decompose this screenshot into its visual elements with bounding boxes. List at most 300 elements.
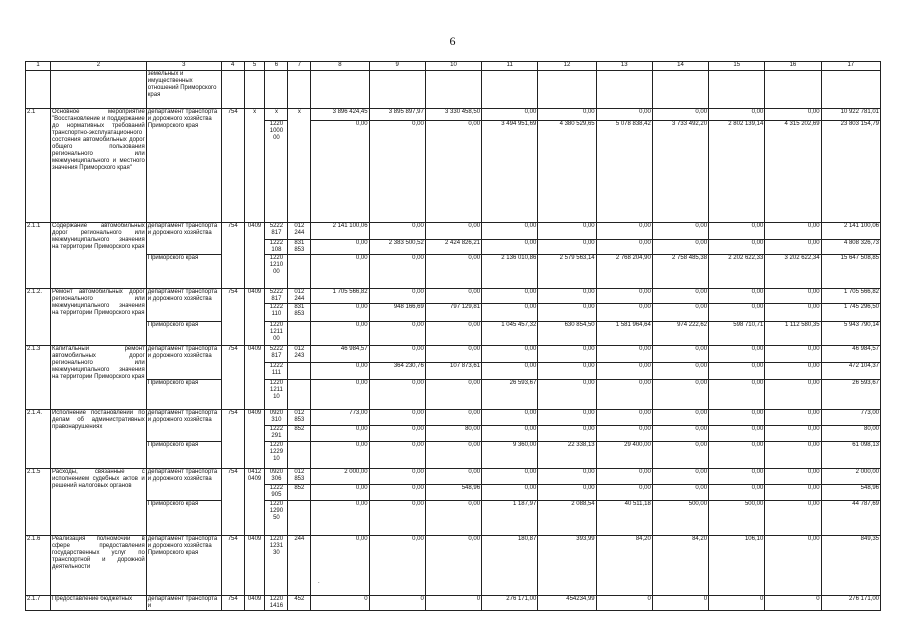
vr-cell: 831 853: [288, 240, 311, 255]
amount-cell: 2 136 010,86: [482, 255, 538, 289]
amount-cell: 0: [596, 596, 652, 611]
amount-cell: 2 768 204,90: [596, 255, 652, 289]
amount-cell: 0,00: [425, 346, 481, 363]
amount-cell: 2 141 100,06: [311, 223, 369, 240]
amount-cell: 0,00: [709, 380, 765, 410]
amount-cell: 0,00: [538, 426, 596, 442]
amount-cell: 26 593,67: [821, 380, 880, 410]
executor-cell: департамент транспорта и дорожного хозяйства Приморского края: [146, 109, 221, 223]
amount-cell: 0,00: [311, 426, 369, 442]
amount-cell: 0,00: [596, 485, 652, 501]
amount-cell: 0,00: [765, 223, 821, 240]
amount-cell: 0,00: [369, 223, 425, 240]
amount-cell: 0,00: [482, 289, 538, 304]
amount-cell: 364 230,76: [369, 363, 425, 380]
column-header: 1: [26, 62, 51, 71]
amount-cell: 0,00: [765, 240, 821, 255]
amount-cell: 0,00: [369, 426, 425, 442]
amount-cell: 630 854,50: [538, 322, 596, 346]
amount-cell: 0,00: [369, 380, 425, 410]
csr-cell: 1222 905: [265, 485, 288, 501]
item-number: 2.1.3: [26, 346, 51, 410]
budget-table: [25, 61, 881, 611]
executor-cell: департамент транспорта и дорожного хозяйства: [146, 469, 221, 501]
column-header: 8: [311, 62, 369, 71]
executor-cell: Приморского края: [146, 255, 221, 289]
amount-cell: 0,00: [596, 223, 652, 240]
amount-cell: 2 383 500,52: [369, 240, 425, 255]
csr-cell: 1220 1416: [265, 596, 288, 611]
rz-cell: 0409: [244, 223, 265, 289]
column-header: 12: [538, 62, 596, 71]
item-name: Содержание автомобильных дорог регионального или межмуниципального значения на территории Приморского края: [50, 223, 146, 289]
vr-cell: [288, 380, 311, 410]
item-name: Ремонт автомобильных дорог регионального или межмуниципального значения на территории Приморского края: [50, 289, 146, 346]
empty-cell: [596, 71, 652, 109]
amount-cell: 0: [369, 596, 425, 611]
grbs-cell: 754: [221, 410, 244, 469]
vr-cell: [288, 322, 311, 346]
table-row: [26, 410, 881, 426]
amount-cell: 0: [425, 596, 481, 611]
amount-cell: 0,00: [369, 121, 425, 223]
column-header: 13: [596, 62, 652, 71]
amount-cell: 0,00: [765, 469, 821, 485]
amount-cell: 0,00: [709, 240, 765, 255]
item-number: 2.1.1: [26, 223, 51, 289]
column-header: 9: [369, 62, 425, 71]
amount-cell: 22 338,13: [538, 442, 596, 469]
executor-cell: департамент транспорта и дорожного хозяйства: [146, 410, 221, 442]
amount-cell: 0,00: [596, 109, 652, 121]
amount-cell: 0,00: [425, 223, 481, 240]
grbs-cell: 754: [221, 469, 244, 536]
vr-cell: 012 853: [288, 469, 311, 485]
amount-cell: 0,00: [765, 380, 821, 410]
csr-cell: 1220 1229 10: [265, 442, 288, 469]
item-name: Исполнение постановлений по делам об административных правонарушениях: [50, 410, 146, 469]
page-number: 6: [449, 34, 456, 48]
amount-cell: 5 078 838,42: [596, 121, 652, 223]
amount-cell: 0,00: [765, 536, 821, 596]
amount-cell: 0,00: [311, 485, 369, 501]
vr-cell: [288, 442, 311, 469]
table-row: [26, 255, 881, 289]
amount-cell: 0,00: [369, 501, 425, 536]
item-number: 2.1.2.: [26, 289, 51, 346]
amount-cell: 3 733 492,20: [652, 121, 708, 223]
amount-cell: 500,00: [652, 501, 708, 536]
item-name: Реализация полномочий в сфере предоставления государственных услуг по транспортной и дорожной деятельности: [50, 536, 146, 596]
amount-cell: 0,00: [369, 485, 425, 501]
item-number: 2.1.5: [26, 469, 51, 536]
amount-cell: 0,00: [425, 121, 481, 223]
amount-cell: 2 000,00: [311, 469, 369, 485]
amount-cell: 797 129,81: [425, 304, 481, 322]
csr-cell: 5222 817: [265, 289, 288, 304]
amount-cell: 84,20: [652, 536, 708, 596]
item-number: 2.1: [26, 109, 51, 223]
amount-cell: 773,00: [311, 410, 369, 426]
column-header: 16: [765, 62, 821, 71]
table-row: [26, 289, 881, 304]
amount-cell: 2 758 485,38: [652, 255, 708, 289]
amount-cell: 0: [311, 596, 369, 611]
amount-cell: 44 787,69: [821, 501, 880, 536]
vr-cell: x: [288, 109, 311, 223]
empty-cell: [425, 71, 481, 109]
vr-cell: 012 853: [288, 410, 311, 426]
amount-cell: 0,00: [709, 346, 765, 363]
item-name: Капитальный ремонт автомобильных дорог регионального или межмуниципального значения на территории Приморского края: [50, 346, 146, 410]
amount-cell: 0,00: [369, 469, 425, 485]
rz-cell: 0409: [244, 289, 265, 346]
amount-cell: 0,00: [425, 322, 481, 346]
vr-cell: 012 244: [288, 289, 311, 304]
amount-cell: 0,00: [311, 304, 369, 322]
empty-cell: [288, 71, 311, 109]
amount-cell: 0,00: [482, 363, 538, 380]
amount-cell: 3 896 424,45: [311, 109, 369, 121]
executor-cell: земельных и имущественных отношений Приморского края: [146, 71, 221, 109]
vr-cell: 244: [288, 536, 311, 596]
grbs-cell: 754: [221, 109, 244, 223]
amount-cell: 0,00: [709, 109, 765, 121]
amount-cell: 2 202 622,33: [709, 255, 765, 289]
executor-cell: департамент транспорта и дорожного хозяйства: [146, 289, 221, 322]
executor-cell: департамент транспорта и дорожного хозяйства: [146, 223, 221, 255]
amount-cell: 0,00: [709, 469, 765, 485]
amount-cell: 0,00: [709, 289, 765, 304]
table-row: [26, 501, 881, 536]
table-row: [26, 536, 881, 596]
grbs-cell: 754: [221, 289, 244, 346]
amount-cell: 0,00: [652, 469, 708, 485]
csr-cell: 1222 291: [265, 426, 288, 442]
amount-cell: 1 112 580,35: [765, 322, 821, 346]
rz-cell: 0409: [244, 410, 265, 469]
amount-cell: 107 873,61: [425, 363, 481, 380]
vr-cell: 452: [288, 596, 311, 611]
executor-cell: Приморского края: [146, 380, 221, 410]
item-name: Расходы, связанные с исполнением судебных актов и решений налоговых органов: [50, 469, 146, 536]
item-name: Предоставление бюджетных: [50, 596, 146, 611]
amount-cell: 849,35: [821, 536, 880, 596]
amount-cell: 0,00: [765, 304, 821, 322]
amount-cell: 0,00: [425, 501, 481, 536]
amount-cell: 0,00: [369, 346, 425, 363]
vr-cell: 852: [288, 426, 311, 442]
amount-cell: 40 511,18: [596, 501, 652, 536]
grbs-cell: 754: [221, 223, 244, 289]
table-row: [26, 442, 881, 469]
rz-cell: 0409: [244, 536, 265, 596]
rz-cell: 0412 0409: [244, 469, 265, 536]
item-number: 2.1.6: [26, 536, 51, 596]
amount-cell: 0,00: [538, 469, 596, 485]
item-number: 2.1.7: [26, 596, 51, 611]
amount-cell: 0,00: [652, 426, 708, 442]
column-header: 11: [482, 62, 538, 71]
amount-cell: 0,00: [369, 289, 425, 304]
amount-cell: 598 710,71: [709, 322, 765, 346]
table-row: [26, 109, 881, 121]
amount-cell: 0,00: [596, 363, 652, 380]
empty-cell: [821, 71, 880, 109]
amount-cell: 1 745 296,50: [821, 304, 880, 322]
vr-cell: 852: [288, 485, 311, 501]
executor-cell: департамент транспорта и дорожного хозяйства: [146, 346, 221, 380]
amount-cell: 0,00: [765, 109, 821, 121]
amount-cell: 5 943 790,14: [821, 322, 880, 346]
amount-cell: 0,00: [482, 304, 538, 322]
amount-cell: 0,00: [652, 240, 708, 255]
csr-cell: 1220 1290 50: [265, 501, 288, 536]
amount-cell: 3 494 951,69: [482, 121, 538, 223]
amount-cell: 2 000,00: [821, 469, 880, 485]
amount-cell: 0,00: [538, 304, 596, 322]
amount-cell: 0,00: [538, 289, 596, 304]
amount-cell: 393,99: [538, 536, 596, 596]
csr-cell: 1220 1000 00: [265, 121, 288, 223]
amount-cell: 0,00: [425, 410, 481, 426]
amount-cell: 2 424 826,21: [425, 240, 481, 255]
empty-cell: [482, 71, 538, 109]
amount-cell: 1 705 566,82: [821, 289, 880, 304]
amount-cell: 0,00: [482, 485, 538, 501]
item-name: Основное мероприятие "Восстановление и поддержание до нормативных требований транспортно-эксплуатационного состояния автомобильных дорог общего пользования регионального или межмуниципального и местного значения Приморского края": [50, 109, 146, 223]
amount-cell: 0,00: [538, 363, 596, 380]
amount-cell: 9 360,00: [482, 442, 538, 469]
amount-cell: 4 380 529,65: [538, 121, 596, 223]
amount-cell: 0,00: [369, 322, 425, 346]
amount-cell: 0,00: [765, 289, 821, 304]
executor-cell: Приморского края: [146, 442, 221, 469]
amount-cell: 0,00: [311, 255, 369, 289]
amount-cell: 0,00: [311, 363, 369, 380]
csr-cell: 1220 1210 00: [265, 255, 288, 289]
amount-cell: 0,00: [311, 240, 369, 255]
amount-cell: 0,00: [538, 485, 596, 501]
header-row: [26, 62, 881, 71]
executor-cell: департамент транспорта и дорожного хозяйства Приморского края: [146, 536, 221, 596]
csr-cell: 1220 1231 30: [265, 536, 288, 596]
amount-cell: 0,00: [311, 442, 369, 469]
amount-cell: 548,96: [821, 485, 880, 501]
amount-cell: 1 045 457,32: [482, 322, 538, 346]
amount-cell: 26 593,67: [482, 380, 538, 410]
amount-cell: 472 104,37: [821, 363, 880, 380]
amount-cell: 454234,99: [538, 596, 596, 611]
csr-cell: 1220 1211 00: [265, 322, 288, 346]
amount-cell: 0,00: [538, 223, 596, 240]
amount-cell: 0,00: [709, 223, 765, 240]
amount-cell: 4 808 326,73: [821, 240, 880, 255]
csr-cell: 0920 310: [265, 410, 288, 426]
amount-cell: 0,00: [425, 289, 481, 304]
executor-cell: департамент транспорта и: [146, 596, 221, 611]
vr-cell: [288, 501, 311, 536]
amount-cell: 0,00: [482, 240, 538, 255]
amount-cell: 0: [709, 596, 765, 611]
table-row: [26, 322, 881, 346]
amount-cell: 0,00: [765, 363, 821, 380]
amount-cell: 0,00: [482, 426, 538, 442]
amount-cell: 0,00: [596, 426, 652, 442]
amount-cell: 0,00: [652, 223, 708, 240]
amount-cell: 29 400,00: [596, 442, 652, 469]
amount-cell: 0,00: [765, 426, 821, 442]
amount-cell: 46 984,57: [311, 346, 369, 363]
amount-cell: 0,00: [311, 536, 369, 596]
amount-cell: 0,00: [652, 304, 708, 322]
empty-cell: [652, 71, 708, 109]
table-row: [26, 346, 881, 363]
table-row: [26, 71, 881, 109]
rz-cell: 0409: [244, 346, 265, 410]
empty-cell: [311, 71, 369, 109]
amount-cell: 0,00: [369, 442, 425, 469]
csr-cell: 0920 306: [265, 469, 288, 485]
amount-cell: 0,00: [538, 346, 596, 363]
amount-cell: 0,00: [482, 223, 538, 240]
empty-cell: [369, 71, 425, 109]
amount-cell: 0,00: [709, 304, 765, 322]
amount-cell: 0,00: [425, 469, 481, 485]
amount-cell: 276 171,00: [482, 596, 538, 611]
amount-cell: 500,00: [709, 501, 765, 536]
amount-cell: 773,00: [821, 410, 880, 426]
amount-cell: 548,96: [425, 485, 481, 501]
amount-cell: 0,00: [765, 442, 821, 469]
table-row: [26, 223, 881, 240]
column-header: 15: [709, 62, 765, 71]
amount-cell: 2 141 100,06: [821, 223, 880, 240]
amount-cell: 0,00: [369, 536, 425, 596]
empty-cell: [50, 71, 146, 109]
amount-cell: 1 581 964,64: [596, 322, 652, 346]
amount-cell: 0,00: [596, 410, 652, 426]
vr-cell: 012 244: [288, 223, 311, 240]
amount-cell: 0,00: [652, 485, 708, 501]
column-header: 10: [425, 62, 481, 71]
vr-cell: [288, 363, 311, 380]
amount-cell: 80,00: [821, 426, 880, 442]
empty-cell: [709, 71, 765, 109]
amount-cell: 0,00: [652, 109, 708, 121]
amount-cell: 0,00: [369, 255, 425, 289]
amount-cell: 106,10: [709, 536, 765, 596]
amount-cell: 948 166,69: [369, 304, 425, 322]
amount-cell: 4 315 202,69: [765, 121, 821, 223]
amount-cell: 84,20: [596, 536, 652, 596]
table-row: [26, 596, 881, 611]
amount-cell: 0,00: [709, 485, 765, 501]
amount-cell: 0,00: [538, 410, 596, 426]
amount-cell: 2 088,54: [538, 501, 596, 536]
empty-cell: [265, 71, 288, 109]
amount-cell: 0,00: [652, 363, 708, 380]
amount-cell: 0,00: [538, 240, 596, 255]
amount-cell: 0,00: [482, 469, 538, 485]
amount-cell: 0,00: [425, 536, 481, 596]
amount-cell: 0,00: [425, 380, 481, 410]
amount-cell: 1 705 566,82: [311, 289, 369, 304]
grbs-cell: 754: [221, 346, 244, 410]
amount-cell: 61 098,13: [821, 442, 880, 469]
amount-cell: 0: [652, 596, 708, 611]
amount-cell: 0,00: [765, 501, 821, 536]
amount-cell: 0,00: [596, 380, 652, 410]
amount-cell: 0,00: [652, 380, 708, 410]
amount-cell: 0,00: [596, 304, 652, 322]
empty-cell: [26, 71, 51, 109]
vr-cell: 831 853: [288, 304, 311, 322]
column-header: 3: [146, 62, 221, 71]
amount-cell: 23 803 154,79: [821, 121, 880, 223]
amount-cell: 80,00: [425, 426, 481, 442]
vr-cell: [288, 255, 311, 289]
amount-cell: 0,00: [765, 346, 821, 363]
amount-cell: 2 802 139,14: [709, 121, 765, 223]
column-header: 14: [652, 62, 708, 71]
amount-cell: 0,00: [652, 346, 708, 363]
vr-cell: 012 243: [288, 346, 311, 363]
amount-cell: 974 222,62: [652, 322, 708, 346]
amount-cell: 180,87: [482, 536, 538, 596]
amount-cell: 0,00: [709, 426, 765, 442]
amount-cell: 0,00: [482, 109, 538, 121]
amount-cell: 0,00: [709, 410, 765, 426]
amount-cell: 0,00: [311, 322, 369, 346]
amount-cell: 0,00: [765, 410, 821, 426]
executor-cell: Приморского края: [146, 501, 221, 536]
amount-cell: 3 895 897,97: [369, 109, 425, 121]
amount-cell: 0,00: [369, 410, 425, 426]
csr-cell: 1220 1211 10: [265, 380, 288, 410]
csr-cell: x: [265, 109, 288, 121]
amount-cell: 0,00: [311, 121, 369, 223]
amount-cell: 1 187,97: [482, 501, 538, 536]
column-header: 5: [244, 62, 265, 71]
amount-cell: 0,00: [311, 380, 369, 410]
amount-cell: 0,00: [596, 346, 652, 363]
amount-cell: 0,00: [709, 363, 765, 380]
amount-cell: 3 202 622,34: [765, 255, 821, 289]
amount-cell: 0: [765, 596, 821, 611]
csr-cell: 5222 817: [265, 346, 288, 363]
grbs-cell: 754: [221, 536, 244, 596]
empty-cell: [244, 71, 265, 109]
grbs-cell: 754: [221, 596, 244, 611]
empty-cell: [221, 71, 244, 109]
amount-cell: 0,00: [482, 410, 538, 426]
amount-cell: 0,00: [538, 380, 596, 410]
amount-cell: 0,00: [482, 346, 538, 363]
amount-cell: 10 922 781,01: [821, 109, 880, 121]
table-row: [26, 469, 881, 485]
amount-cell: 2 579 563,14: [538, 255, 596, 289]
amount-cell: 0,00: [652, 410, 708, 426]
table-row: [26, 380, 881, 410]
empty-cell: [765, 71, 821, 109]
amount-cell: 0,00: [652, 442, 708, 469]
footer-mark: .: [318, 579, 320, 585]
amount-cell: 0,00: [652, 289, 708, 304]
executor-cell: Приморского края: [146, 322, 221, 346]
amount-cell: 0,00: [596, 240, 652, 255]
rz-cell: 0409: [244, 596, 265, 611]
